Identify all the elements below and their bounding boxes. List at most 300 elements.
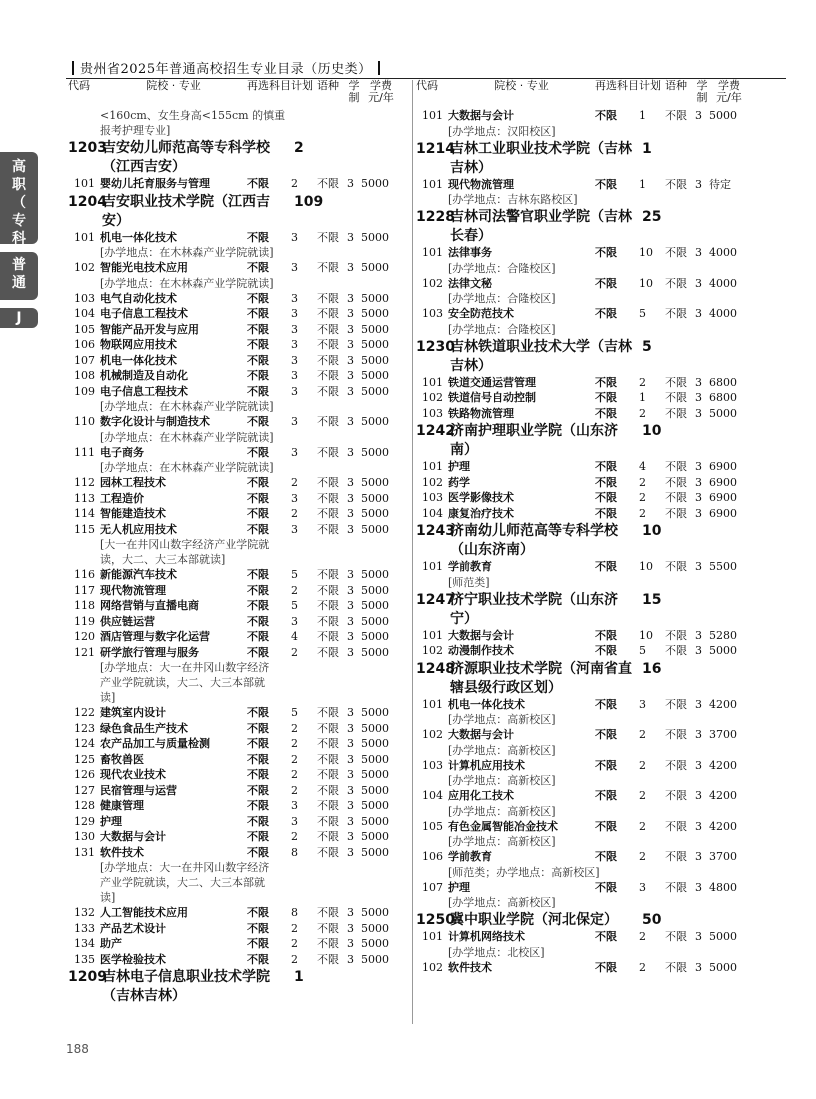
major-subject: 不限 [247, 645, 269, 659]
major-lang: 不限 [317, 230, 339, 244]
table-row [68, 921, 418, 937]
col-header-system-a: 学 [348, 79, 360, 92]
school-heading [416, 159, 756, 177]
major-lang: 不限 [665, 789, 687, 802]
major-lang: 不限 [317, 415, 339, 428]
major-subject: 不限 [595, 109, 617, 122]
major-note: [办学地点：高新校区] [448, 713, 556, 726]
col-header-subject: 再选科目 [247, 79, 291, 92]
major-note: [办学地点：合隆校区] [448, 322, 556, 336]
major-subject: 不限 [247, 952, 269, 966]
major-fee: 6800 [709, 391, 737, 404]
header-bar-right [378, 61, 380, 75]
table-row [416, 559, 756, 575]
major-code: 109 [74, 384, 95, 398]
major-system: 3 [695, 460, 702, 473]
major-subject: 不限 [595, 406, 617, 420]
school-code [68, 212, 102, 230]
table-row [68, 260, 418, 276]
major-subject: 不限 [595, 375, 617, 389]
major-code: 135 [74, 952, 95, 966]
major-system: 3 [695, 644, 702, 657]
table-row [68, 583, 418, 599]
major-name: 产品艺术设计 [100, 921, 166, 935]
table-row [416, 306, 756, 322]
major-subject: 不限 [247, 814, 269, 828]
major-system: 3 [347, 291, 354, 305]
major-lang: 不限 [317, 706, 339, 719]
major-lang: 不限 [665, 475, 687, 489]
major-lang: 不限 [665, 758, 687, 772]
major-code: 102 [422, 475, 443, 489]
major-code: 102 [422, 276, 443, 290]
major-fee: 4800 [709, 880, 737, 894]
major-fee: 5500 [709, 560, 737, 573]
school-heading [416, 610, 756, 628]
major-subject: 不限 [247, 338, 269, 351]
major-lang: 不限 [317, 952, 339, 966]
major-subject: 不限 [247, 568, 269, 581]
major-note: [办学地点：大一在井冈山数字经济 [100, 861, 270, 874]
major-system: 3 [347, 614, 354, 628]
major-lang: 不限 [317, 937, 339, 950]
major-note: [办学地点：高新校区] [448, 896, 556, 909]
table-row [416, 628, 756, 644]
major-plan: 2 [639, 930, 646, 943]
school-name: 吉林铁道职业技术大学（吉林 [450, 338, 632, 355]
major-plan: 2 [639, 960, 646, 974]
left-body [68, 108, 418, 1005]
major-name: 民宿管理与运营 [100, 783, 177, 797]
major-subject: 不限 [595, 880, 617, 894]
major-system: 3 [347, 830, 354, 843]
table-row [416, 506, 756, 522]
table-row [68, 384, 418, 400]
major-code: 101 [422, 109, 443, 122]
major-system: 3 [347, 752, 354, 766]
major-plan: 3 [639, 880, 646, 894]
major-code: 121 [74, 645, 95, 659]
major-name: 计算机网络技术 [448, 930, 525, 943]
major-plan: 2 [291, 645, 298, 659]
major-subject: 不限 [247, 261, 269, 274]
major-system: 3 [347, 799, 354, 812]
major-system: 3 [347, 522, 354, 536]
major-name: 有色金属智能冶金技术 [448, 819, 558, 833]
major-fee: 5000 [361, 261, 389, 274]
table-row [416, 758, 756, 774]
major-subject: 不限 [247, 522, 269, 536]
major-system: 3 [347, 768, 354, 781]
major-system: 3 [347, 369, 354, 382]
major-lang: 不限 [317, 783, 339, 797]
side-tab-char: （ [12, 195, 26, 211]
major-name: 机电一体化技术 [100, 230, 177, 244]
side-tab-char: 专 [12, 213, 26, 229]
col-header-subject: 再选科目 [595, 79, 639, 92]
table-row [68, 567, 418, 583]
school-heading [416, 422, 756, 440]
major-subject: 不限 [247, 415, 269, 428]
major-code: 101 [422, 246, 443, 259]
major-fee: 5000 [361, 307, 389, 320]
major-plan: 10 [639, 276, 653, 290]
school-plan [632, 679, 682, 697]
school-name: 吉林司法警官职业学院（吉林 [450, 209, 632, 225]
major-name: 机电一体化技术 [100, 353, 177, 367]
major-name: 智能光电技术应用 [100, 261, 188, 274]
major-system: 3 [695, 789, 702, 802]
major-lang: 不限 [317, 476, 339, 489]
school-plan [284, 212, 334, 230]
school-code [416, 441, 450, 459]
major-fee: 5000 [709, 644, 737, 657]
major-fee: 5000 [361, 721, 389, 735]
col-header-name: 院校 · 专业 [146, 79, 201, 92]
major-lang: 不限 [665, 560, 687, 573]
major-code: 103 [422, 406, 443, 420]
major-name: 电子信息工程技术 [100, 307, 188, 320]
major-name: 智能建造技术 [100, 507, 166, 520]
major-code: 116 [74, 568, 95, 581]
major-plan: 1 [639, 177, 646, 191]
major-code: 105 [422, 819, 443, 833]
major-subject: 不限 [595, 307, 617, 320]
table-row [68, 353, 418, 369]
major-subject: 不限 [247, 906, 269, 919]
table-row [68, 783, 418, 799]
major-system: 3 [695, 276, 702, 290]
major-code: 130 [74, 830, 95, 843]
major-subject: 不限 [247, 507, 269, 520]
major-name: 动漫制作技术 [448, 644, 514, 657]
school-plan: 15 [642, 591, 662, 608]
major-name: 助产 [100, 937, 122, 950]
major-fee: 4200 [709, 819, 737, 833]
major-subject: 不限 [247, 768, 269, 781]
major-name: 电子信息工程技术 [100, 384, 188, 398]
school-name: 冀中职业学院（河北保定） [450, 912, 618, 928]
major-fee: 5000 [361, 522, 389, 536]
major-lang: 不限 [665, 506, 687, 520]
major-code: 101 [422, 697, 443, 711]
school-plan [632, 357, 682, 375]
major-code: 124 [74, 737, 95, 750]
major-system: 3 [695, 628, 702, 642]
major-system: 3 [695, 406, 702, 420]
school-name: 吉林） [450, 357, 492, 374]
side-tab-letter [0, 308, 38, 328]
school-plan: 10 [642, 423, 662, 439]
major-system: 3 [347, 230, 354, 244]
major-note: 产业学院就读，大二、大三本部就 [100, 676, 265, 689]
major-system: 3 [695, 391, 702, 404]
major-subject: 不限 [595, 491, 617, 504]
major-code: 114 [74, 507, 95, 520]
school-plan: 16 [642, 660, 662, 677]
major-fee: 6900 [709, 460, 737, 473]
school-code: 1214 [416, 140, 455, 157]
school-code: 1243 [416, 523, 455, 539]
table-row [68, 736, 418, 752]
major-note: [办学地点：合隆校区] [448, 292, 556, 305]
major-subject: 不限 [247, 583, 269, 597]
major-system: 3 [347, 706, 354, 719]
col-header-plan: 计划 [639, 79, 661, 92]
major-system: 3 [347, 721, 354, 735]
major-lang: 不限 [317, 630, 339, 643]
table-row [416, 108, 756, 124]
major-system: 3 [347, 583, 354, 597]
side-tab-char: 普 [12, 257, 26, 273]
major-lang: 不限 [317, 814, 339, 828]
major-name: 软件技术 [448, 960, 492, 974]
major-lang: 不限 [665, 391, 687, 404]
major-lang: 不限 [317, 338, 339, 351]
table-row [68, 306, 418, 322]
school-name: 安） [102, 212, 130, 229]
major-plan: 2 [291, 721, 298, 735]
major-plan: 3 [291, 384, 298, 398]
major-subject: 不限 [247, 177, 269, 190]
school-name: 济南护理职业学院（山东济 [450, 423, 618, 439]
major-fee: 5000 [361, 583, 389, 597]
table-row [68, 337, 418, 353]
major-name: 铁道交通运营管理 [448, 375, 536, 389]
major-name: 大数据与会计 [448, 728, 514, 741]
major-code: 101 [74, 230, 95, 244]
table-row [68, 506, 418, 522]
major-plan: 3 [291, 415, 298, 428]
major-plan: 2 [291, 737, 298, 750]
major-subject: 不限 [247, 937, 269, 950]
major-name: 康复治疗技术 [448, 506, 514, 520]
school-name: 南） [450, 442, 478, 458]
table-row [68, 829, 418, 845]
major-code: 117 [74, 583, 95, 597]
major-fee: 5000 [361, 830, 389, 843]
school-code: 1209 [68, 969, 107, 985]
continued-note: 报考护理专业] [100, 124, 171, 137]
major-subject: 不限 [595, 960, 617, 974]
major-plan: 2 [291, 583, 298, 597]
major-plan: 4 [291, 630, 298, 643]
table-row [416, 880, 756, 896]
major-subject: 不限 [247, 752, 269, 766]
school-code: 1247 [416, 591, 455, 608]
major-lang: 不限 [317, 721, 339, 735]
major-fee: 5000 [361, 568, 389, 581]
major-lang: 不限 [317, 353, 339, 367]
table-row [416, 490, 756, 506]
major-lang: 不限 [317, 752, 339, 766]
major-lang: 不限 [665, 850, 687, 863]
major-plan: 2 [639, 789, 646, 802]
major-fee: 3700 [709, 728, 737, 741]
major-fee: 5000 [361, 507, 389, 520]
major-code: 103 [422, 491, 443, 504]
major-name: 绿色食品生产技术 [100, 721, 188, 735]
major-fee: 5000 [361, 906, 389, 919]
major-lang: 不限 [317, 177, 339, 190]
major-subject: 不限 [247, 783, 269, 797]
school-code [68, 158, 102, 176]
table-row [416, 245, 756, 261]
major-subject: 不限 [247, 353, 269, 367]
major-system: 3 [347, 261, 354, 274]
table-row [68, 952, 418, 968]
major-fee: 5000 [361, 921, 389, 935]
major-fee: 5000 [361, 445, 389, 459]
school-code [416, 227, 450, 245]
major-subject: 不限 [247, 721, 269, 735]
major-code: 113 [74, 491, 95, 505]
major-code: 103 [74, 291, 95, 305]
major-name: 计算机应用技术 [448, 758, 525, 772]
major-plan: 2 [291, 921, 298, 935]
major-system: 3 [695, 960, 702, 974]
major-name: 婴幼儿托育服务与管理 [100, 177, 210, 190]
major-system: 3 [695, 375, 702, 389]
major-subject: 不限 [595, 460, 617, 473]
major-subject: 不限 [247, 476, 269, 489]
major-plan: 2 [291, 507, 298, 520]
school-code [416, 541, 450, 559]
page-number: 188 [66, 1042, 89, 1056]
table-row [68, 798, 418, 814]
major-code: 101 [422, 177, 443, 191]
major-subject: 不限 [247, 384, 269, 398]
major-name: 电子商务 [100, 445, 144, 459]
major-fee: 5000 [361, 645, 389, 659]
major-subject: 不限 [595, 728, 617, 741]
major-note: [办学地点：吉林东路校区] [448, 193, 578, 206]
school-plan [632, 610, 682, 628]
major-subject: 不限 [247, 630, 269, 643]
major-name: 农产品加工与质量检测 [100, 737, 210, 750]
right-body [416, 108, 756, 975]
table-row [416, 788, 756, 804]
major-name: 护理 [448, 460, 470, 473]
school-name: 吉安幼儿师范高等专科学校 [102, 140, 270, 156]
table-row [68, 291, 418, 307]
table-row [416, 697, 756, 713]
major-system: 3 [695, 491, 702, 504]
major-lang: 不限 [665, 728, 687, 741]
major-code: 102 [422, 960, 443, 974]
major-plan: 2 [639, 728, 646, 741]
major-code: 102 [422, 391, 443, 404]
major-system: 3 [347, 322, 354, 336]
major-lang: 不限 [317, 845, 339, 859]
major-subject: 不限 [247, 799, 269, 812]
table-header [68, 80, 418, 108]
major-code: 101 [74, 177, 95, 190]
col-header-plan: 计划 [291, 79, 313, 92]
school-plan: 5 [642, 338, 652, 355]
major-note: [办学地点：在木林森产业学院就读] [100, 400, 274, 413]
major-system: 3 [695, 728, 702, 741]
major-name: 园林工程技术 [100, 476, 166, 489]
major-code: 101 [422, 460, 443, 473]
major-lang: 不限 [665, 644, 687, 657]
major-fee: 6900 [709, 475, 737, 489]
table-row [68, 176, 418, 192]
major-lang: 不限 [665, 177, 687, 191]
major-system: 3 [347, 630, 354, 643]
major-system: 3 [695, 758, 702, 772]
continued-note: <160cm、女生身高<155cm 的慎重 [100, 109, 286, 122]
major-plan: 8 [291, 906, 298, 919]
major-fee: 5000 [361, 630, 389, 643]
major-fee: 4000 [709, 246, 737, 259]
major-lang: 不限 [317, 307, 339, 320]
school-name: 辖县级行政区划） [450, 679, 562, 696]
major-lang: 不限 [317, 491, 339, 505]
major-note: [师范类] [448, 575, 490, 589]
major-plan: 3 [291, 307, 298, 320]
table-row [68, 767, 418, 783]
major-note: 读] [100, 691, 116, 704]
major-note: 读，大二、大三本部就读] [100, 553, 226, 566]
major-fee: 5000 [361, 476, 389, 489]
major-name: 安全防范技术 [448, 307, 514, 320]
major-subject: 不限 [247, 845, 269, 859]
major-plan: 5 [291, 599, 298, 612]
side-tab-general [0, 252, 38, 300]
major-plan: 2 [639, 375, 646, 389]
side-tab-char: 高 [12, 159, 26, 175]
major-code: 118 [74, 599, 95, 612]
major-lang: 不限 [317, 737, 339, 750]
major-subject: 不限 [595, 391, 617, 404]
major-fee: 5000 [361, 814, 389, 828]
major-lang: 不限 [665, 460, 687, 473]
major-system: 3 [347, 507, 354, 520]
major-lang: 不限 [317, 261, 339, 274]
major-note: [办学地点：大一在井冈山数字经济 [100, 661, 270, 674]
major-system: 3 [347, 307, 354, 320]
major-subject: 不限 [595, 930, 617, 943]
major-name: 护理 [448, 880, 470, 894]
major-code: 101 [422, 930, 443, 943]
major-system: 3 [695, 930, 702, 943]
major-fee: 5000 [361, 369, 389, 382]
school-name: 吉安职业技术学院（江西吉 [102, 193, 270, 210]
major-fee: 5000 [709, 406, 737, 420]
side-tab-char: J [16, 310, 22, 326]
major-code: 127 [74, 783, 95, 797]
school-plan: 109 [294, 193, 324, 210]
major-name: 现代农业技术 [100, 768, 166, 781]
table-row [68, 230, 418, 246]
major-name: 网络营销与直播电商 [100, 599, 199, 612]
major-plan: 3 [291, 291, 298, 305]
school-heading [416, 591, 756, 609]
major-plan: 2 [291, 177, 298, 190]
major-plan: 2 [639, 758, 646, 772]
major-code: 115 [74, 522, 95, 536]
school-code: 1228 [416, 209, 455, 225]
major-fee: 5000 [361, 338, 389, 351]
major-lang: 不限 [665, 930, 687, 943]
school-name: （江西吉安） [102, 159, 186, 175]
major-lang: 不限 [317, 799, 339, 812]
major-code: 102 [422, 644, 443, 657]
major-fee: 6800 [709, 375, 737, 389]
table-row [68, 721, 418, 737]
major-code: 101 [422, 375, 443, 389]
